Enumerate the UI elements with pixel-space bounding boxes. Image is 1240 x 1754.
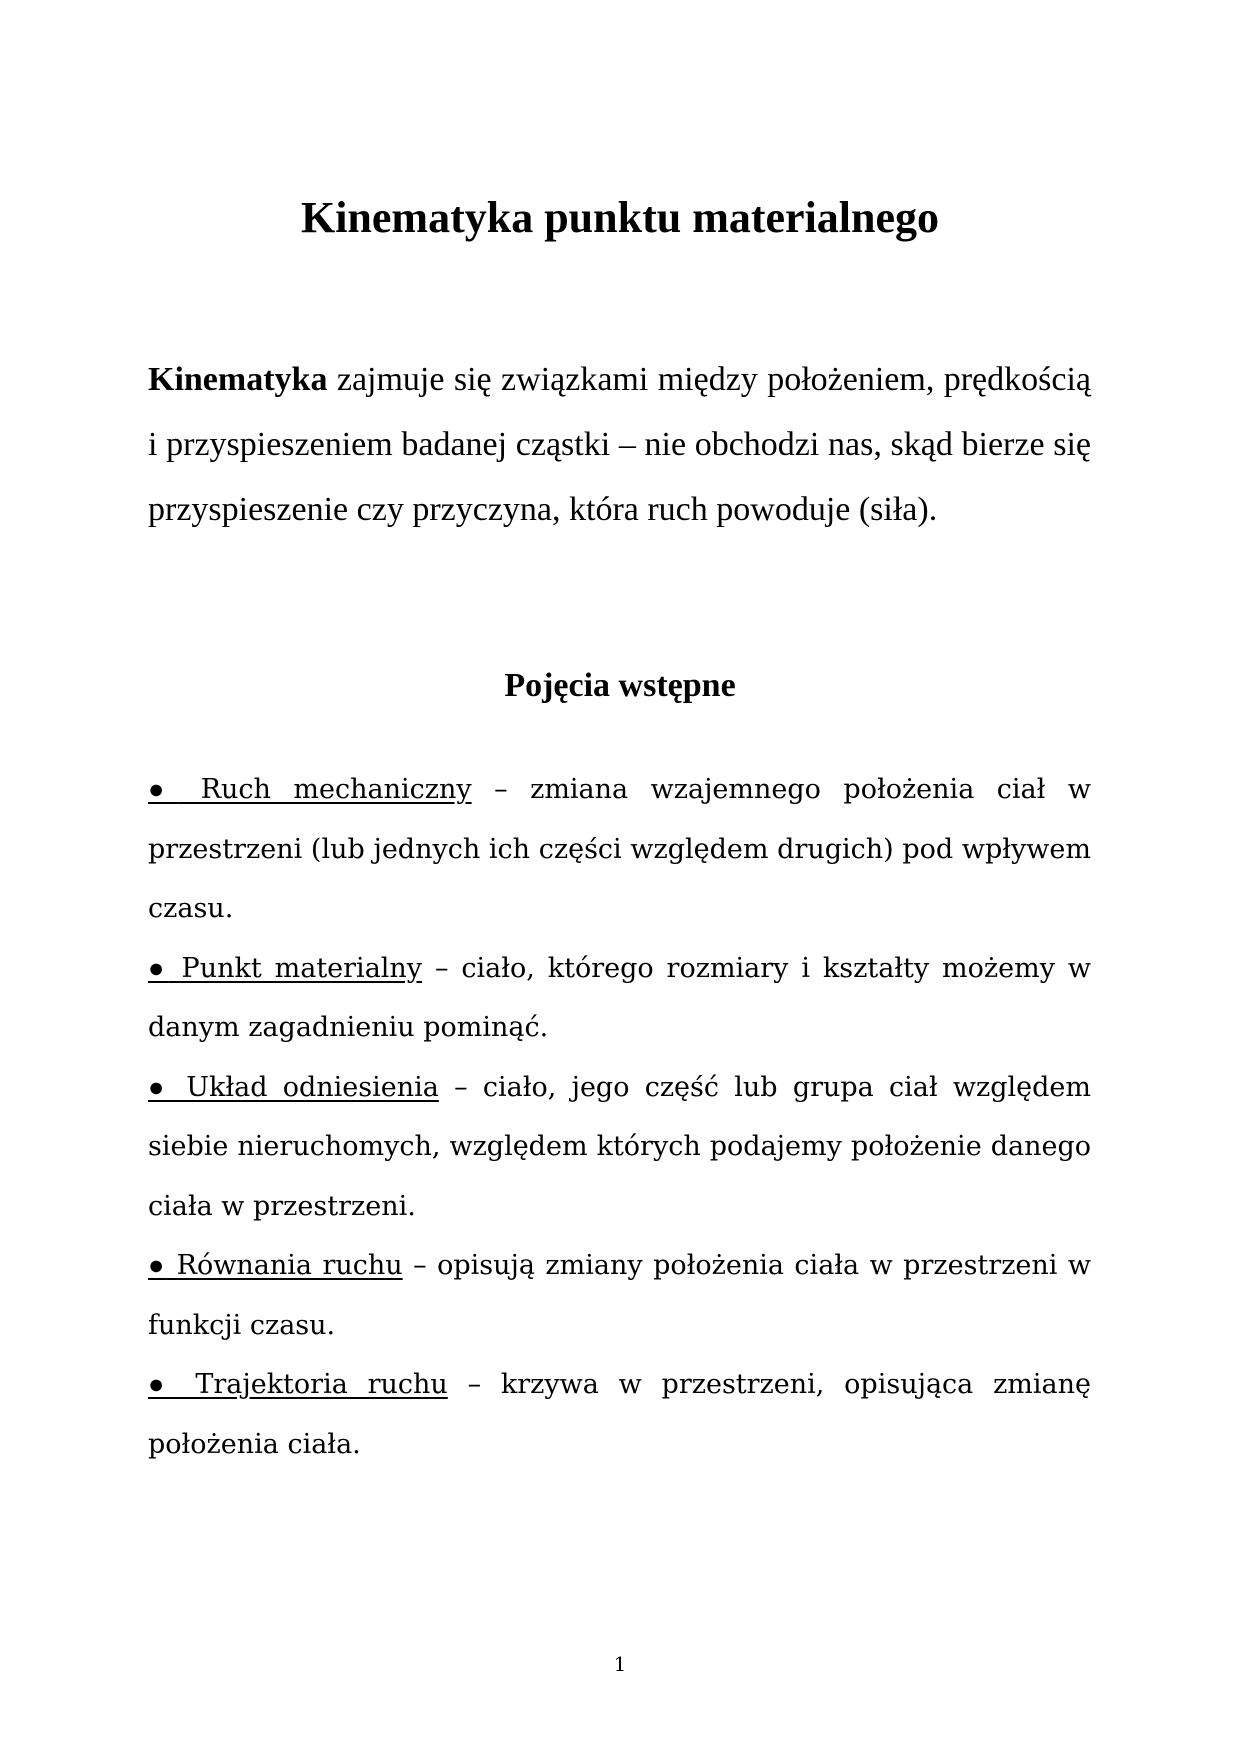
definition-term [148, 1369, 448, 1400]
bullet-icon: ● [148, 774, 179, 804]
definition-term-text: Trajektoria ruchu [175, 1369, 448, 1400]
intro-text: zajmuje się związkami między położeniem, prędkością i przyspieszeniem badanej cząstki – nie obchodzi nas, skąd bierze się przyspieszenie czy przyczyna, która ruch powoduje (siła). [148, 361, 1091, 528]
intro-term: Kinematyka [148, 361, 328, 398]
page-number: 1 [613, 1652, 627, 1676]
bullet-icon: ● [148, 1071, 171, 1102]
section-heading: Pojęcia wstępne [504, 667, 736, 704]
definition-text: – krzywa w przestrzeni, opisująca zmianę położenia ciała. [148, 1369, 1091, 1460]
definition-term [148, 1250, 403, 1281]
bullet-icon: ● [148, 1369, 176, 1399]
definition-item [148, 760, 1091, 939]
definition-term [148, 774, 472, 805]
document-title: Kinematyka punktu materialnego [300, 193, 940, 242]
bullet-icon: ● [148, 952, 169, 983]
definitions-list [148, 760, 1091, 1474]
definition-term-text: Punkt materialny [168, 952, 423, 984]
definition-term [148, 953, 422, 984]
definition-text: – ciało, którego rozmiary i kształty możemy w danym zagadnieniu pominąć. [148, 952, 1091, 1043]
definition-term-text: Ruch mechaniczny [178, 774, 472, 805]
definition-term-text: Równania ruchu [166, 1250, 403, 1281]
definition-text: – opisują zmiany położenia ciała w przestrzeni w funkcji czasu. [148, 1250, 1091, 1341]
definition-item [148, 939, 1091, 1058]
definition-text: – ciało, jego część lub grupa ciał względem siebie nieruchomych, względem których podajemy położenie danego ciała w przestrzeni. [148, 1071, 1091, 1222]
definition-item [148, 1236, 1091, 1355]
definition-term [148, 1072, 439, 1103]
definition-item [148, 1058, 1091, 1237]
definition-item [148, 1355, 1091, 1474]
intro-paragraph [148, 347, 1091, 542]
definition-text: – zmiana wzajemnego położenia ciał w przestrzeni (lub jednych ich części względem drugich) pod wpływem czasu. [148, 774, 1091, 924]
bullet-icon: ● [148, 1250, 167, 1280]
definition-term-text: Układ odniesienia [170, 1071, 439, 1103]
